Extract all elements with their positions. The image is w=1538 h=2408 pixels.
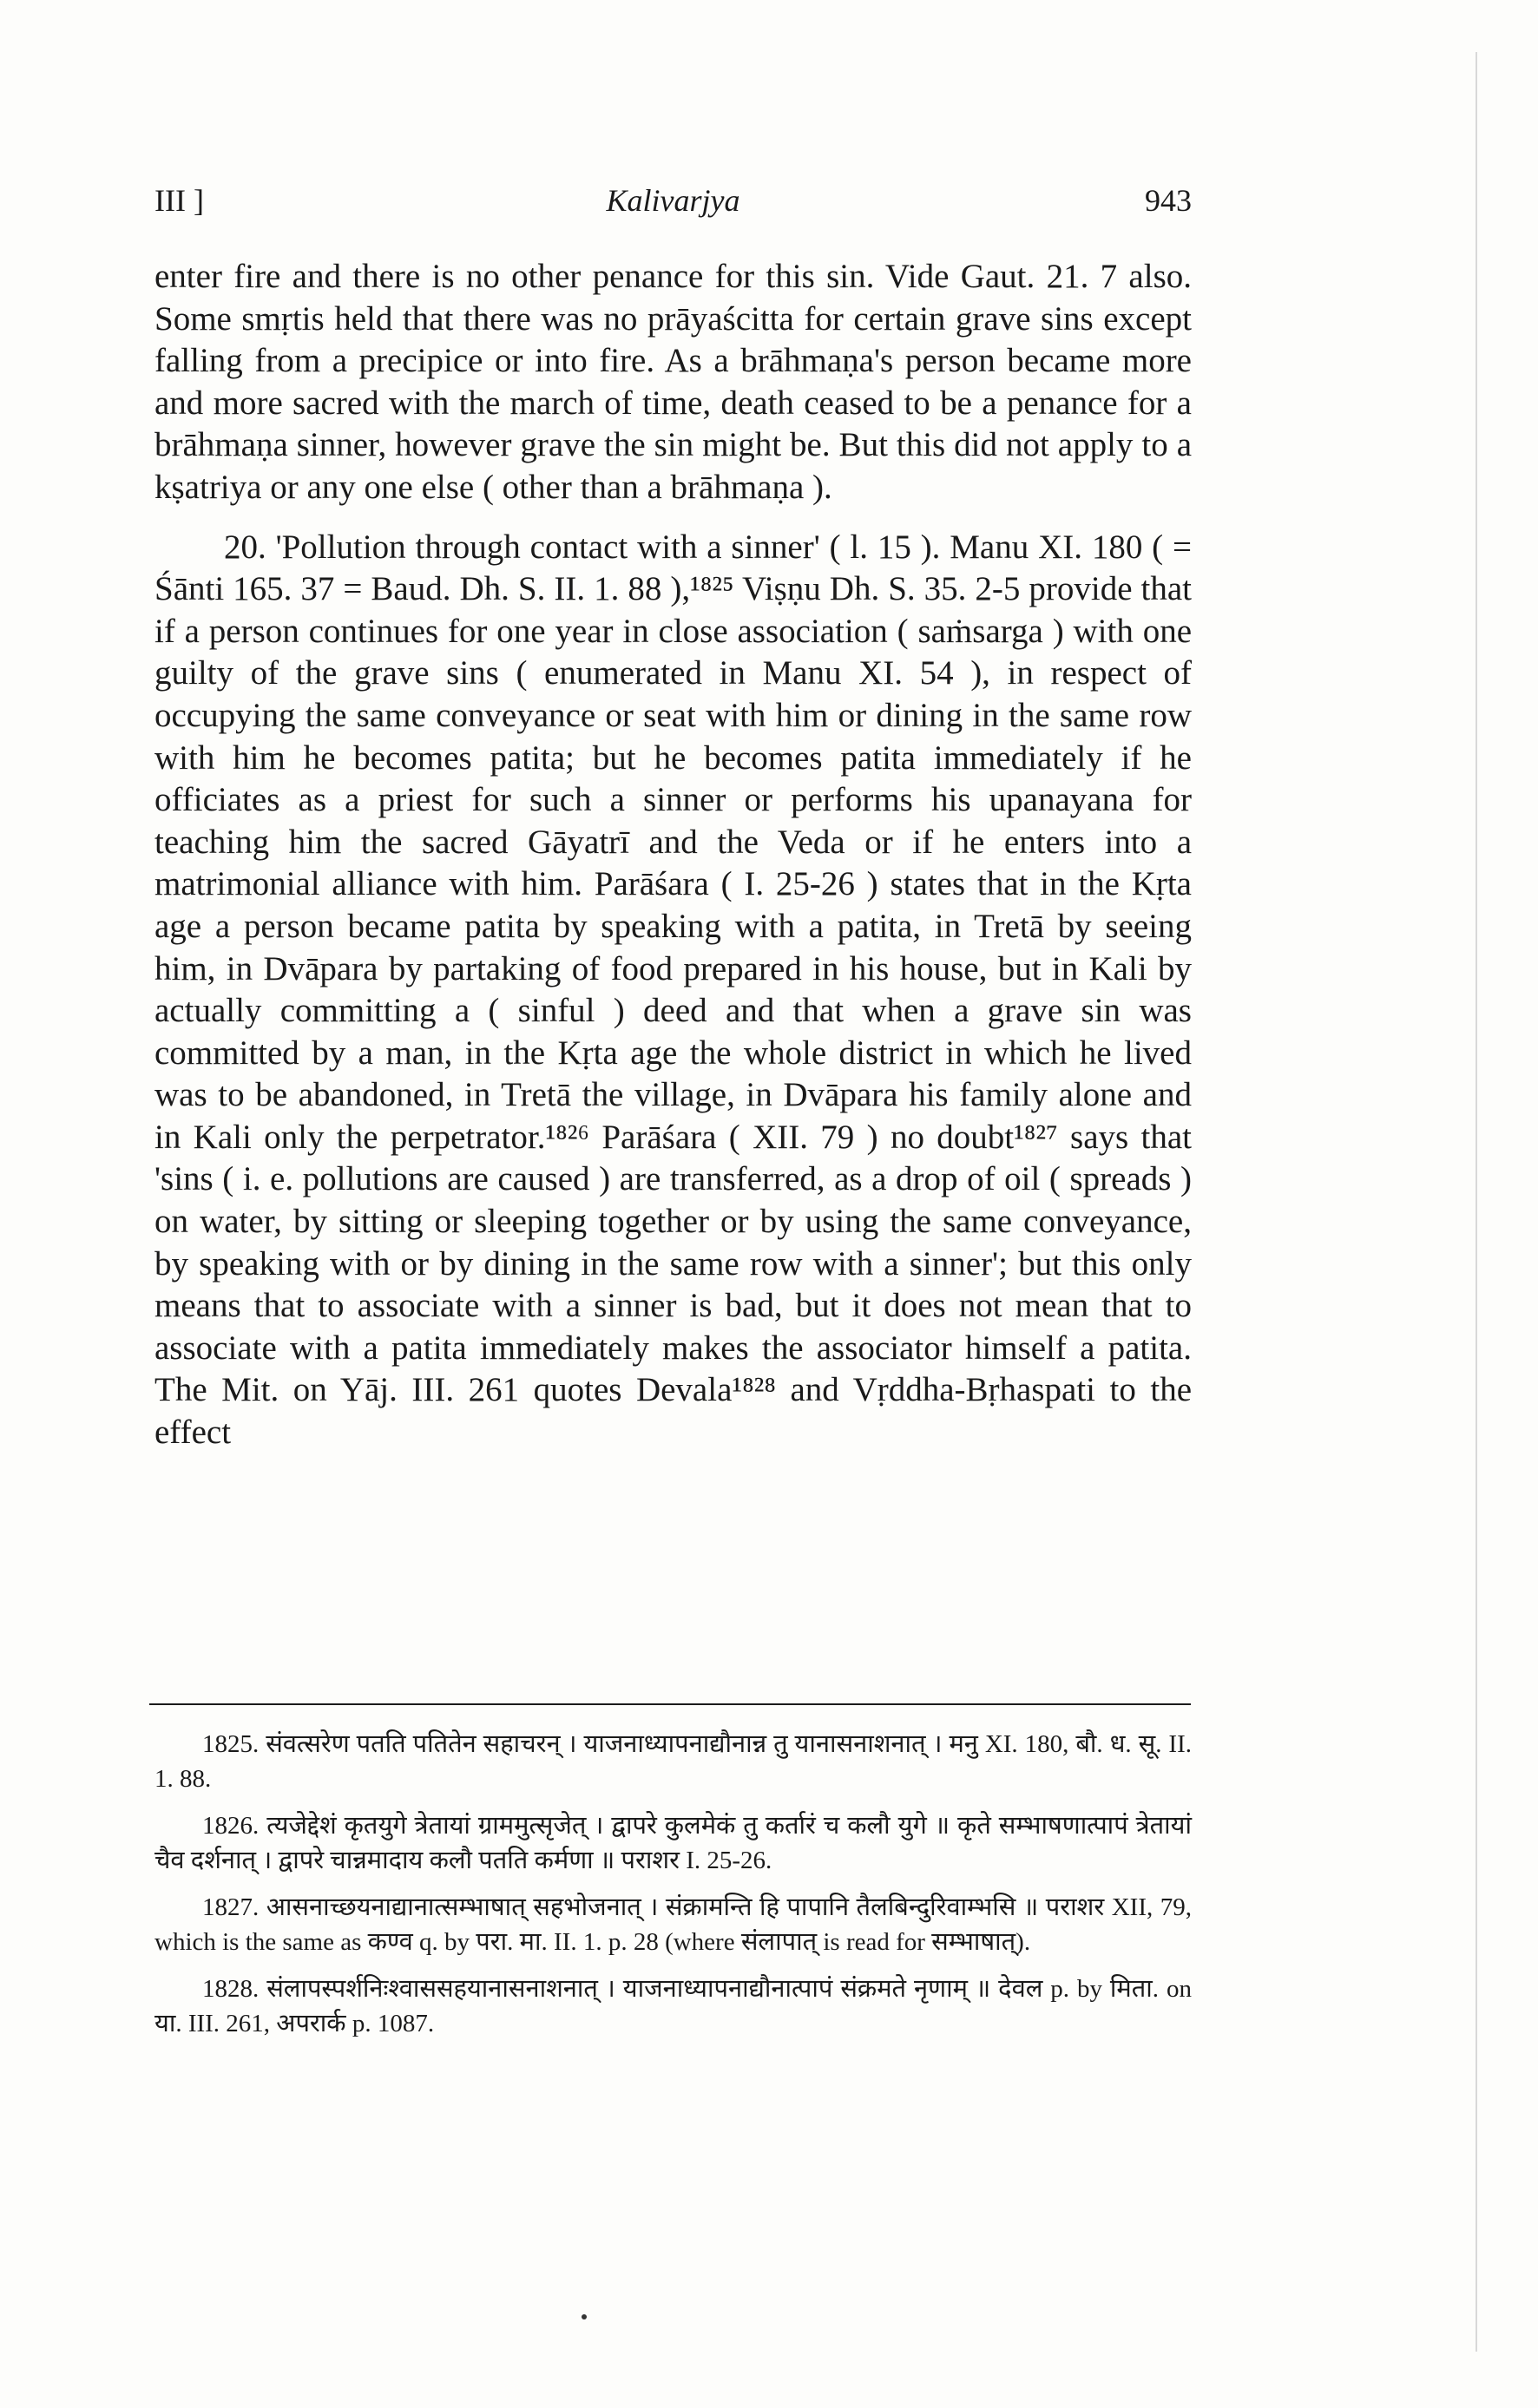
running-title: Kalivarjya: [606, 183, 740, 218]
footnote-number: 1828.: [202, 1975, 260, 2003]
footnote-text: संवत्सरेण पतति पतितेन सहाचरन् । याजनाध्यापनाद्यौनान्न तु यानासनाशनात् । मनु XI. 180, बौ. ध. सू. II. 1. 88.: [154, 1730, 1192, 1793]
footnote-1827: [154, 1890, 1192, 1959]
footnote-number: 1827.: [202, 1893, 260, 1921]
running-header: [154, 174, 1192, 226]
paragraph-pollution-contact: 20. 'Pollution through contact with a sinner' ( l. 15 ). Manu XI. 180 ( = Śānti 165. 37 = Baud. Dh. S. II. 1. 88 ),¹⁸²⁵ Viṣṇu Dh. S. 35. 2-5 provide that if a person continues for one year in close association ( saṁsarga ) with one guilty of the grave sins ( enumerated in Manu XI. 54 ), in respect of occupying the same conveyance or seat with him or dining in the same row with him he becomes patita; but he becomes patita immediately if he officiates as a priest for such a sinner or performs his upanayana for teaching him the sacred Gāyatrī and the Veda or if he enters into a matrimonial alliance with him. Parāśara ( I. 25-26 ) states that in the Kṛta age a person became patita by speaking with a patita, in Tretā by seeing him, in Dvāpara by partaking of food prepared in his house, but in Kali by actually committing a ( sinful ) deed and that when a grave sin was committed by a man, in the Kṛta age the whole district in which he lived was to be abandoned, in Tretā the village, in Dvāpara his family alone and in Kali only the perpetrator.¹⁸²⁶ Parāśara ( XII. 79 ) no doubt¹⁸²⁷ says that 'sins ( i. e. pollutions are caused ) are transferred, as a drop of oil ( spreads ) on water, by sitting or sleeping together or by using the same conveyance, by speaking with or by dining in the same row with a sinner'; but this only means that to associate with a sinner is bad, but it does not mean that to associate with a patita immediately makes the associator himself a patita. The Mit. on Yāj. III. 261 quotes Devala¹⁸²⁸ and Vṛddha-Bṛhaspati to the effect: [154, 528, 1192, 1452]
footnote-text: आसनाच्छयनाद्यानात्सम्भाषात् सहभोजनात् । संक्रामन्ति हि पापानि तैलबिन्दुरिवाम्भसि ॥ पराशर XII, 79, which is the same as कण्व q. by परा. मा. II. 1. p. 28 (where संलापात् is read for सम्भाषात्).: [154, 1893, 1192, 1956]
footnote-1828: [154, 1972, 1192, 2041]
print-speck: [582, 2314, 587, 2319]
footnote-number: 1826.: [202, 1812, 260, 1840]
footnote-number: 1825.: [202, 1730, 260, 1758]
chapter-marker: III ]: [154, 183, 204, 218]
footnote-text: संलापस्पर्शनिःश्वाससहयानासनाशनात् । याजनाध्यापनाद्यौनात्पापं संक्रमते नृणाम् ॥ देवल p. by मिता. on या. III. 261, अपरार्क p. 1087.: [154, 1975, 1192, 2037]
footnote-1825: [154, 1727, 1192, 1796]
paragraph-penance: enter fire and there is no other penance for this sin. Vide Gaut. 21. 7 also. Some smṛtis held that there was no prāyaścitta for certain grave sins except falling from a precipice or into fire. As a brāhmaṇa's person became more and more sacred with the march of time, death ceased to be a penance for a brāhmaṇa sinner, however grave the sin might be. But this did not apply to a kṣatriya or any one else ( other than a brāhmaṇa ).: [154, 258, 1192, 506]
footnote-1826: [154, 1808, 1192, 1878]
page-edge-shadow: [1476, 52, 1477, 2352]
footnote-divider: [149, 1703, 1191, 1705]
main-text: [154, 256, 1192, 1454]
footnotes: [154, 1727, 1192, 2053]
footnote-text: त्यजेद्देशं कृतयुगे त्रेतायां ग्राममुत्सृजेत् । द्वापरे कुलमेकं तु कर्तारं च कलौ युगे ॥ कृते सम्भाषणात्पापं त्रेतायां चैव दर्शनात् । द्वापरे चान्नमादाय कलौ पतति कर्मणा ॥ पराशर I. 25-26.: [154, 1812, 1192, 1874]
page-number: 943: [1145, 183, 1192, 218]
